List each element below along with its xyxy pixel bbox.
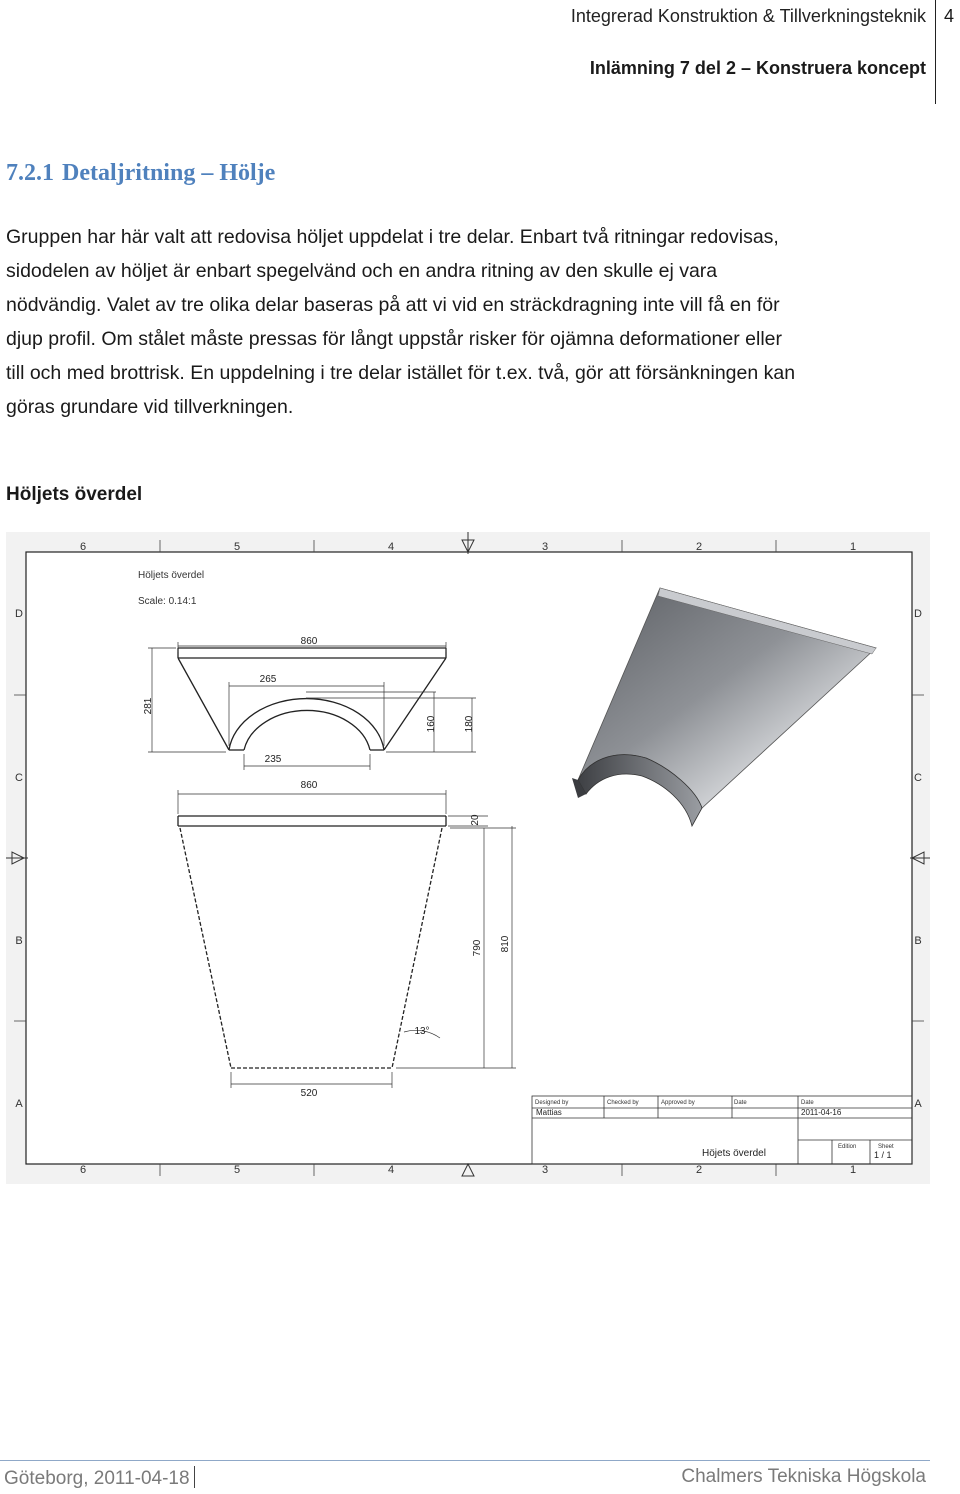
body-line: sidodelen av höljet är enbart spegelvänd och en andra ritning av den skulle ej vara [6, 260, 718, 282]
zone-col-label: 6 [79, 541, 87, 553]
dim-height-total: 281 [143, 697, 154, 715]
header-title: Integrerad Konstruktion & Tillverkningsteknik [570, 6, 926, 26]
tb-date-label: Date [734, 1100, 747, 1106]
tb-sheet-label: Sheet [878, 1144, 894, 1150]
zone-row-label: B [914, 935, 922, 947]
footer-divider [0, 1460, 930, 1461]
zone-row-label: C [914, 772, 922, 784]
dim-depth-outer: 180 [464, 715, 475, 733]
dim-top-width: 860 [300, 636, 318, 647]
zone-row-label: A [914, 1098, 922, 1110]
footer-left [4, 1466, 195, 1490]
footer-location-date: Göteborg, 2011-04-18 [4, 1468, 190, 1489]
zone-row-label: D [914, 608, 922, 620]
tb-date-col-label: Date [801, 1100, 814, 1106]
body-line: göras grundare vid tillverkningen. [6, 396, 294, 418]
dim-arc-outer: 265 [259, 674, 277, 685]
zone-col-label: 5 [233, 1164, 241, 1176]
tb-approved-by-label: Approved by [661, 1100, 695, 1106]
dim-front-height-inner: 790 [472, 939, 483, 957]
section-title: Detaljritning – Hölje [62, 160, 276, 186]
drawing-title: Höljets överdel [138, 570, 205, 581]
dim-depth-inner: 160 [426, 715, 437, 733]
page-number-divider [935, 0, 936, 104]
body-line: nödvändig. Valet av tre olika delar baseras på att vi vid en sträckdragning inte vill få en för [6, 294, 780, 316]
subheading-upper-part: Höljets överdel [6, 484, 143, 505]
tb-edition-label: Edition [838, 1144, 857, 1150]
zone-col-label: 6 [79, 1164, 87, 1176]
dim-arc-inner: 235 [264, 754, 282, 765]
footer-separator [194, 1466, 195, 1488]
zone-row-label: A [15, 1098, 23, 1110]
zone-col-label: 3 [541, 1164, 549, 1176]
section-heading [6, 160, 275, 187]
technical-drawing [6, 532, 930, 1184]
tb-checked-by-label: Checked by [607, 1100, 639, 1106]
tb-part-name: Höjets överdel [702, 1148, 766, 1159]
dim-front-bottom-width: 520 [300, 1088, 318, 1099]
body-line: Gruppen har här valt att redovisa höljet uppdelat i tre delar. Enbart två ritningar redovisas, [6, 226, 779, 248]
dim-angle: 13° [414, 1026, 430, 1037]
dim-front-lip: 20 [470, 814, 481, 826]
tb-designed-by: Mattias [536, 1108, 562, 1117]
zone-col-label: 4 [387, 1164, 395, 1176]
body-paragraph [6, 220, 936, 424]
dim-front-height-outer: 810 [500, 935, 511, 953]
body-line: till och med brottrisk. En uppdelning i tre delar istället för t.ex. två, gör att försänkningen kan [6, 362, 796, 384]
zone-col-label: 4 [387, 541, 395, 553]
dim-front-top-width: 860 [300, 780, 318, 791]
header-subtitle: Inlämning 7 del 2 – Konstruera koncept [589, 58, 926, 78]
zone-row-label: C [15, 772, 23, 784]
zone-col-label: 3 [541, 541, 549, 553]
section-number: 7.2.1 [6, 160, 54, 186]
body-line: djup profil. Om stålet måste pressas för långt uppstår risker för ojämna deformationer eller [6, 328, 783, 350]
tb-sheet: 1 / 1 [874, 1150, 892, 1160]
tb-designed-by-label: Designed by [535, 1100, 569, 1106]
tb-date: 2011-04-16 [801, 1108, 842, 1117]
zone-col-label: 1 [849, 541, 857, 553]
zone-col-label: 5 [233, 541, 241, 553]
zone-col-label: 2 [695, 1164, 703, 1176]
zone-row-label: D [15, 608, 23, 620]
drawing-scale: Scale: 0.14:1 [138, 596, 197, 607]
zone-col-label: 2 [695, 541, 703, 553]
zone-col-label: 1 [849, 1164, 857, 1176]
footer-right: Chalmers Tekniska Högskola [681, 1466, 926, 1487]
page-number: 4 [944, 6, 955, 26]
zone-row-label: B [15, 935, 23, 947]
